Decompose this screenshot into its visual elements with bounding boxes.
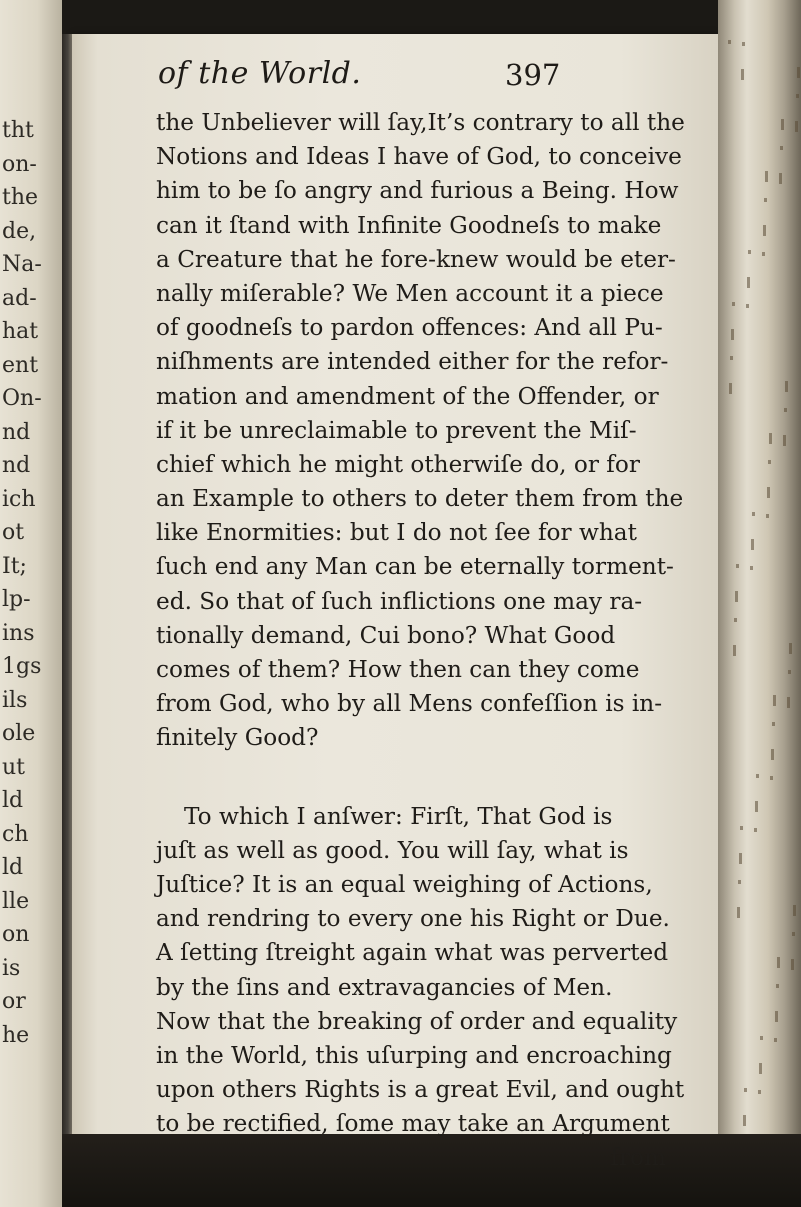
paper-speck: [734, 618, 737, 622]
facing-page-fragment: lle: [2, 888, 30, 914]
paper-speck: [797, 67, 800, 78]
facing-page-fragment: ent: [2, 352, 39, 378]
paper-speck: [759, 1063, 762, 1074]
text-line: Now that the breaking of order and equality: [156, 1007, 678, 1035]
facing-page-fragment: de,: [2, 218, 37, 244]
facing-page-fragment: ch: [2, 821, 29, 847]
paper-speck: [765, 171, 768, 182]
facing-page-fragment: ld: [2, 855, 24, 880]
paper-speck: [738, 880, 741, 884]
paper-speck: [754, 828, 757, 832]
paragraph-gap: [156, 756, 672, 800]
catchword: from: [610, 1144, 666, 1172]
facing-page-fragment: ld: [2, 788, 24, 813]
paper-speck: [746, 304, 749, 308]
paper-speck: [747, 277, 750, 288]
text-line: like Enormities: but I do not ſee for what: [156, 519, 637, 547]
paper-speck: [788, 670, 791, 674]
facing-page-fragment: ich: [2, 486, 36, 512]
paper-speck: [730, 356, 733, 360]
running-head: of the World.: [158, 56, 362, 91]
facing-page-fragment: ole: [2, 721, 36, 746]
paper-speck: [795, 121, 798, 132]
paper-speck: [789, 643, 792, 654]
facing-page-fragment: hat: [2, 319, 39, 344]
paper-speck: [735, 591, 738, 602]
facing-page-edge: [0, 0, 62, 1207]
paper-speck: [741, 69, 744, 80]
facing-page-fragment: or: [2, 989, 26, 1014]
paper-speck: [748, 250, 751, 254]
facing-page-fragment: nd: [2, 453, 31, 478]
facing-page-fragment: ils: [2, 687, 28, 713]
paragraph-1: [156, 106, 685, 756]
facing-page-fragment: lp-: [2, 587, 31, 612]
paper-speck: [755, 801, 758, 812]
facing-page-fragment: ut: [2, 754, 26, 780]
paper-speck: [777, 957, 780, 968]
text-line: Juſtice? It is an equal weighing of Actions,: [156, 870, 653, 898]
paper-speck: [775, 1011, 778, 1022]
facing-page-fragment: he: [2, 1022, 30, 1048]
paper-speck: [772, 722, 775, 726]
text-line: juſt as well as good. You will ſay, what is: [156, 836, 629, 864]
facing-page-fragment: It;: [2, 553, 27, 579]
paper-speck: [791, 959, 794, 970]
paper-speck: [758, 1090, 761, 1094]
paper-speck: [733, 645, 736, 656]
paper-speck: [731, 329, 734, 340]
facing-page-fragment: Na-: [2, 252, 42, 277]
paper-speck: [771, 749, 774, 760]
paper-speck: [796, 94, 799, 98]
paper-speck: [774, 1038, 777, 1042]
text-line: finitely Good?: [156, 724, 319, 752]
paper-speck: [764, 198, 767, 202]
facing-page-fragment: ot: [2, 520, 25, 545]
paper-speck: [785, 381, 788, 392]
book-gutter: [62, 0, 72, 1207]
paper-speck: [751, 539, 754, 550]
text-line: an Example to others to deter them from the: [156, 485, 684, 513]
text-line: Notions and Ideas I have of God, to conceive: [156, 143, 682, 171]
paper-speck: [780, 146, 783, 150]
text-line: him to be ſo angry and furious a Being. How: [156, 177, 679, 205]
text-line: the Unbeliever will ſay,It’s contrary to all the: [156, 109, 685, 136]
paper-speck: [781, 119, 784, 130]
page-number: 397: [505, 58, 561, 92]
paper-speck: [736, 564, 739, 568]
paper-speck: [740, 826, 743, 830]
paper-speck: [737, 907, 740, 918]
paper-speck: [769, 433, 772, 444]
facing-page-fragment: 1gs: [2, 654, 42, 679]
paper-speck: [779, 173, 782, 184]
text-line: mation and amendment of the Offender, or: [156, 382, 659, 410]
paper-speck: [760, 1036, 763, 1040]
facing-page-fragment: ad-: [2, 285, 37, 311]
paper-speck: [773, 695, 776, 706]
paper-speck: [768, 460, 771, 464]
text-line: by the ſins and extravagancies of Men.: [156, 973, 613, 1001]
text-line: A ſetting ſtreight again what was perverted: [156, 939, 669, 967]
text-line: a Creature that he fore-knew would be eter-: [156, 245, 676, 273]
text-line: To which I anſwer: Firſt, That God is: [184, 802, 613, 830]
paper-speck: [783, 435, 786, 446]
text-line: upon others Rights is a great Evil, and ought: [156, 1076, 685, 1104]
facing-page-fragment: the: [2, 185, 39, 210]
page-stack-edge: [718, 0, 801, 1207]
paper-speck: [732, 302, 735, 306]
text-line: tionally demand, Cui bono? What Good: [156, 621, 616, 649]
paper-speck: [739, 853, 742, 864]
paper-speck: [770, 776, 773, 780]
paper-speck: [784, 408, 787, 412]
text-line: ed. So that of ſuch inflictions one may ra-: [156, 587, 643, 615]
paper-speck: [743, 1115, 746, 1126]
text-line: ſuch end any Man can be eternally torment-: [156, 553, 674, 581]
paper-speck: [767, 487, 770, 498]
paper-speck: [776, 984, 779, 988]
text-line: to be rectified, ſome may take an Argument: [156, 1110, 670, 1138]
paper-speck: [792, 932, 795, 936]
text-line: niſhments are intended either for the refor-: [156, 348, 669, 376]
text-line: comes of them? How then can they come: [156, 656, 640, 683]
text-line: from God, who by all Mens confeſſion is in-: [156, 690, 663, 718]
paper-speck: [787, 697, 790, 708]
paper-speck: [763, 225, 766, 236]
paper-speck: [766, 514, 769, 518]
text-line: in the World, this uſurping and encroaching: [156, 1041, 672, 1069]
paper-speck: [728, 40, 731, 44]
paper-speck: [793, 905, 796, 916]
paper-speck: [752, 512, 755, 516]
facing-page-fragment: ins: [2, 620, 35, 646]
text-line: and rendring to every one his Right or Due.: [156, 905, 670, 933]
facing-page-fragment: On-: [2, 386, 42, 411]
paragraph-2: [156, 800, 685, 1142]
text-line: nally miſerable? We Men account it a piece: [156, 279, 664, 307]
facing-page-fragment: nd: [2, 419, 31, 445]
facing-page-fragment: on-: [2, 151, 37, 177]
text-line: if it be unreclaimable to prevent the Miſ-: [156, 416, 637, 444]
scan-background-top: [62, 0, 801, 34]
paper-speck: [744, 1088, 747, 1092]
paper-speck: [729, 383, 732, 394]
text-line: of goodneſs to pardon offences: And all Pu-: [156, 314, 663, 342]
paper-speck: [762, 252, 765, 256]
paper-speck: [742, 42, 745, 46]
facing-page-fragment: tht: [2, 118, 34, 143]
paper-speck: [750, 566, 753, 570]
facing-page-fragment: is: [2, 955, 21, 981]
text-line: can it ſtand with Infinite Goodneſs to make: [156, 211, 662, 239]
body-text: [156, 106, 685, 1176]
text-line: chief which he might otherwiſe do, or for: [156, 450, 640, 478]
facing-page-fragment: on: [2, 922, 30, 947]
paper-speck: [756, 774, 759, 778]
